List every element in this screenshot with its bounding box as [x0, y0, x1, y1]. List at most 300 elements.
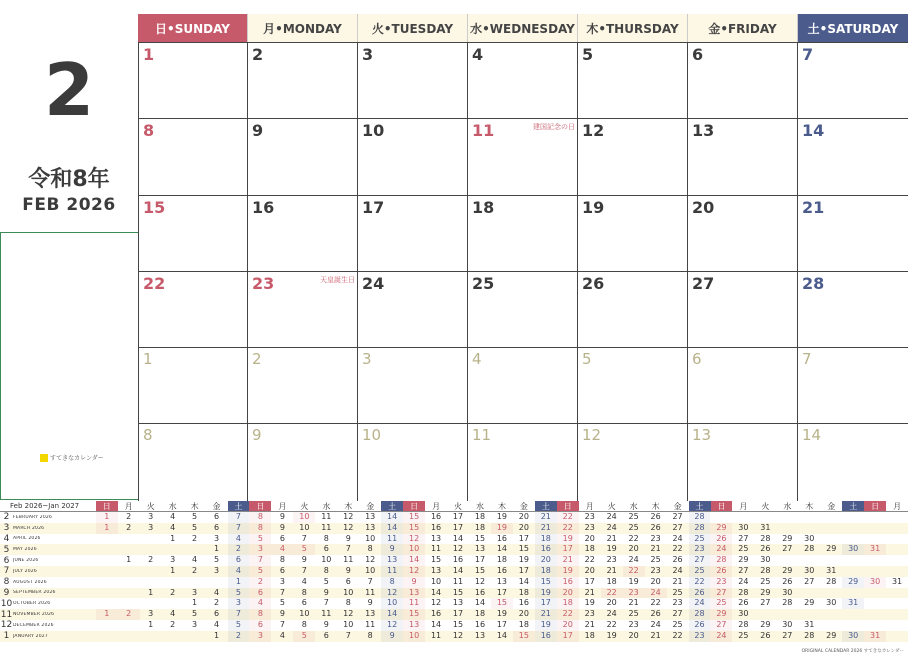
mini-day: 5 [293, 631, 315, 642]
day-cell[interactable] [798, 43, 908, 118]
mini-day [776, 523, 798, 534]
day-cell[interactable] [358, 196, 468, 271]
mini-day: 23 [710, 577, 732, 588]
mini-day: 7 [301, 565, 307, 575]
mini-day: 12 [430, 598, 442, 608]
mini-month-row [0, 566, 908, 577]
mini-day: 9 [279, 609, 285, 619]
day-cell[interactable] [138, 424, 248, 500]
mini-day: 19 [584, 598, 595, 608]
mini-day: 7 [323, 598, 329, 608]
mini-day: 30 [842, 631, 864, 642]
mini-month-row [0, 577, 908, 588]
day-cell[interactable] [688, 196, 798, 271]
day-number: 24 [362, 273, 385, 293]
mini-day: 10 [403, 544, 425, 555]
mini-day: 25 [738, 630, 749, 640]
mini-day: 22 [672, 544, 683, 554]
day-cell[interactable] [798, 348, 908, 423]
day-cell[interactable] [248, 424, 358, 500]
mini-weekday: 土 [842, 501, 864, 511]
mini-day: 5 [293, 544, 315, 555]
mini-day: 21 [535, 609, 557, 620]
day-number: 16 [252, 197, 275, 217]
mini-day: 12 [474, 576, 486, 586]
mini-day: 26 [738, 598, 749, 608]
day-cell[interactable] [578, 43, 688, 118]
day-cell[interactable] [688, 119, 798, 194]
month-calendar [138, 14, 908, 501]
mini-day: 20 [628, 630, 639, 640]
day-cell[interactable] [798, 424, 908, 500]
day-number: 6 [692, 350, 702, 369]
day-cell[interactable] [358, 119, 468, 194]
mini-day: 3 [213, 565, 220, 575]
mini-day: 6 [249, 620, 271, 631]
mini-day: 7 [228, 523, 250, 534]
mini-day: 19 [535, 620, 557, 631]
mini-day: 7 [279, 587, 285, 597]
mini-day: 10 [299, 522, 310, 532]
mini-day: 6 [213, 609, 220, 619]
mini-day [820, 609, 842, 620]
mini-day: 24 [628, 555, 639, 565]
mini-day: 19 [628, 576, 639, 586]
day-cell[interactable] [578, 424, 688, 500]
day-cell[interactable] [248, 43, 358, 118]
mini-day: 22 [557, 523, 579, 534]
mini-day: 16 [430, 512, 442, 521]
mini-weekday: 水 [168, 502, 177, 511]
day-number: 14 [802, 426, 822, 445]
weekday-label: 木•THURSDAY [578, 14, 688, 42]
mini-day: 23 [650, 565, 661, 575]
mini-day: 16 [518, 598, 529, 608]
mini-day: 14 [381, 609, 403, 620]
mini-month-label: JULY 2026 [12, 568, 37, 574]
mini-day: 1 [148, 619, 154, 629]
mini-day: 12 [381, 588, 403, 599]
mini-day: 14 [474, 598, 486, 608]
mini-day: 10 [321, 555, 332, 565]
mini-weekday: 木 [497, 502, 506, 511]
mini-day [886, 588, 908, 599]
day-cell[interactable] [138, 196, 248, 271]
mini-day: 14 [452, 533, 464, 543]
mini-day [820, 512, 842, 523]
mini-day: 25 [628, 512, 639, 521]
mini-day: 23 [606, 555, 617, 565]
mini-day: 22 [601, 588, 623, 599]
mini-weekday: 火 [454, 502, 463, 511]
mini-day: 16 [452, 555, 464, 565]
mini-day: 26 [760, 630, 771, 640]
mini-day: 24 [672, 533, 683, 543]
mini-day: 11 [403, 598, 425, 609]
mini-day: 7 [301, 533, 307, 543]
footer-credit: ORIGINAL CALENDAR 2026 すてきなカレンダー [801, 649, 904, 654]
mini-day: 24 [606, 609, 617, 619]
mini-month-number: 2 [3, 512, 10, 523]
mini-day: 18 [535, 566, 557, 577]
mini-day: 21 [606, 565, 617, 575]
mini-day: 27 [689, 555, 711, 566]
mini-weekday: 金 [519, 502, 528, 511]
mini-month-label: DECEMBER 2026 [12, 622, 54, 628]
mini-day: 3 [170, 555, 176, 565]
mini-day [184, 577, 206, 588]
mini-day [886, 620, 908, 631]
mini-day: 20 [557, 620, 579, 631]
mini-day: 9 [279, 522, 285, 532]
mini-day: 7 [367, 576, 373, 586]
day-cell[interactable] [578, 196, 688, 271]
mini-day: 29 [826, 630, 837, 640]
mini-day: 13 [474, 630, 486, 640]
mini-day: 18 [606, 576, 617, 586]
mini-weekday: 月 [124, 502, 133, 511]
mini-day: 22 [672, 630, 683, 640]
mini-weekday: 火 [300, 502, 309, 511]
mini-day: 22 [689, 577, 711, 588]
mini-month-row [0, 544, 908, 555]
mini-day: 16 [474, 619, 486, 629]
mini-day: 29 [760, 619, 771, 629]
day-number: 12 [582, 426, 602, 445]
day-number: 13 [692, 426, 712, 445]
mini-day: 11 [321, 512, 332, 521]
mini-day: 27 [760, 598, 771, 608]
mini-weekday: 土 [535, 501, 557, 511]
mini-day: 8 [367, 630, 373, 640]
mini-day: 11 [321, 522, 332, 532]
mini-month-row [0, 512, 908, 523]
mini-day: 29 [842, 577, 864, 588]
mini-day [842, 620, 864, 631]
mini-weekday: 火 [607, 502, 616, 511]
mini-day: 5 [213, 555, 220, 565]
mini-weekday: 月 [893, 502, 902, 511]
day-cell[interactable] [468, 272, 578, 347]
mini-day: 19 [606, 630, 617, 640]
mini-day [140, 631, 162, 642]
mini-day: 6 [279, 565, 285, 575]
mini-day: 19 [518, 555, 529, 565]
mini-day: 11 [430, 544, 442, 554]
mini-day: 9 [279, 512, 285, 521]
mini-day: 1 [170, 565, 176, 575]
mini-day [96, 620, 118, 631]
mini-day: 30 [738, 522, 749, 532]
mini-day: 1 [126, 555, 132, 565]
day-cell[interactable] [578, 348, 688, 423]
mini-day: 26 [710, 534, 732, 545]
mini-month-number: 3 [3, 523, 10, 534]
mini-day: 26 [689, 588, 711, 599]
week-row [138, 348, 908, 424]
mini-day [798, 555, 820, 566]
mini-weekday: 日 [96, 501, 118, 511]
mini-day: 29 [738, 555, 749, 565]
mini-month-row [0, 588, 908, 599]
mini-day: 12 [381, 620, 403, 631]
day-cell[interactable] [248, 119, 358, 194]
mini-day: 23 [672, 598, 683, 608]
mini-day [118, 577, 140, 588]
mini-day: 6 [323, 630, 329, 640]
mini-day [798, 588, 820, 599]
mini-weekday: 水 [629, 502, 638, 511]
day-number: 14 [802, 121, 825, 141]
day-cell[interactable] [468, 119, 578, 194]
mini-day: 26 [650, 512, 661, 521]
mini-day: 5 [192, 522, 198, 532]
mini-day [184, 631, 206, 642]
mini-day: 28 [689, 609, 711, 620]
mini-month-number: 5 [3, 544, 10, 555]
mini-day: 22 [584, 555, 595, 565]
mini-weekday: 日 [403, 501, 425, 511]
day-cell[interactable] [468, 348, 578, 423]
mini-day: 16 [430, 609, 442, 619]
day-number: 9 [252, 426, 262, 445]
day-number: 5 [582, 45, 594, 64]
mini-day: 19 [496, 512, 507, 521]
mini-day [864, 523, 886, 534]
week-row [138, 196, 908, 272]
day-number: 12 [582, 121, 605, 141]
mini-day: 9 [323, 587, 329, 597]
mini-day: 23 [584, 512, 595, 521]
mini-weekday: 水 [322, 502, 331, 511]
mini-day [96, 544, 118, 555]
week-row [138, 424, 908, 500]
day-cell[interactable] [248, 272, 358, 347]
day-cell[interactable] [468, 43, 578, 118]
mini-day: 8 [323, 533, 329, 543]
mini-day [162, 598, 184, 609]
mini-day: 26 [782, 576, 793, 586]
day-cell[interactable] [138, 43, 248, 118]
mini-day [886, 544, 908, 555]
mini-day: 21 [535, 523, 557, 534]
mini-day: 16 [557, 577, 579, 588]
mini-day: 6 [213, 512, 220, 521]
mini-day: 22 [557, 609, 579, 620]
mini-day: 10 [365, 565, 376, 575]
day-number: 7 [802, 350, 812, 369]
brand-logo-icon [40, 454, 48, 462]
mini-day: 11 [365, 587, 376, 597]
mini-day [140, 598, 162, 609]
mini-day: 26 [689, 620, 711, 631]
mini-day: 14 [381, 512, 403, 523]
mini-day: 25 [672, 587, 683, 597]
mini-day [96, 588, 118, 599]
day-number: 15 [143, 197, 166, 217]
mini-day [162, 577, 184, 588]
mini-month-label: AUGUST 2026 [12, 579, 47, 585]
day-cell[interactable] [358, 424, 468, 500]
mini-day: 23 [689, 631, 711, 642]
mini-day: 8 [249, 609, 271, 620]
mini-day: 17 [518, 533, 529, 543]
mini-day [886, 566, 908, 577]
mini-day: 9 [403, 577, 425, 588]
day-cell[interactable] [798, 196, 908, 271]
mini-day: 28 [738, 587, 749, 597]
mini-day: 21 [584, 587, 595, 597]
mini-day [886, 555, 908, 566]
day-cell[interactable] [578, 119, 688, 194]
mini-day: 4 [228, 534, 250, 545]
mini-month-row [0, 555, 908, 566]
day-number: 18 [472, 197, 495, 217]
mini-day: 25 [650, 555, 661, 565]
left-panel [0, 0, 138, 500]
mini-day: 11 [381, 566, 403, 577]
mini-day: 11 [365, 619, 376, 629]
mini-day: 24 [606, 512, 617, 521]
mini-month-row [0, 631, 908, 642]
mini-day: 14 [518, 576, 529, 586]
mini-day: 7 [345, 544, 351, 554]
mini-day: 15 [403, 609, 425, 620]
mini-day [886, 512, 908, 523]
mini-day: 15 [452, 619, 464, 629]
mini-day: 12 [343, 522, 354, 532]
mini-day: 16 [535, 631, 557, 642]
mini-day: 20 [584, 565, 595, 575]
day-number: 20 [692, 197, 715, 217]
day-cell[interactable] [358, 272, 468, 347]
mini-day: 21 [650, 630, 661, 640]
mini-header-row [0, 501, 908, 512]
day-cell[interactable] [138, 119, 248, 194]
mini-day: 3 [279, 576, 285, 586]
day-cell[interactable] [688, 348, 798, 423]
mini-day: 6 [345, 576, 351, 586]
mini-day: 30 [804, 565, 815, 575]
mini-weekday: 日 [557, 501, 579, 511]
mini-day: 10 [430, 576, 442, 586]
mini-day: 29 [710, 609, 732, 620]
mini-day: 18 [557, 598, 579, 609]
mini-day: 8 [345, 598, 351, 608]
mini-day: 27 [672, 609, 683, 619]
mini-weekday: 月 [739, 502, 748, 511]
mini-day: 20 [557, 588, 579, 599]
mini-month-label: JANUARY 2027 [12, 633, 48, 639]
mini-day [96, 555, 118, 566]
mini-month-number: 8 [3, 577, 10, 588]
day-cell[interactable] [798, 119, 908, 194]
mini-day: 1 [192, 598, 198, 608]
day-cell[interactable] [688, 43, 798, 118]
mini-day: 3 [148, 522, 154, 532]
mini-day: 14 [381, 523, 403, 534]
mini-day: 10 [343, 619, 354, 629]
mini-day: 13 [365, 609, 376, 619]
mini-weekday: 月 [585, 502, 594, 511]
mini-day: 14 [403, 555, 425, 566]
mini-day: 28 [738, 619, 749, 629]
mini-day: 10 [365, 533, 376, 543]
mini-day: 27 [738, 533, 749, 543]
day-number: 27 [692, 273, 715, 293]
mini-day: 21 [672, 576, 683, 586]
day-cell[interactable] [358, 43, 468, 118]
day-cell[interactable] [798, 272, 908, 347]
mini-day: 4 [213, 619, 220, 629]
mini-day: 25 [689, 534, 711, 545]
year-mini-calendar [0, 501, 908, 642]
day-cell[interactable] [138, 272, 248, 347]
mini-day: 1 [213, 630, 220, 640]
day-number: 8 [143, 426, 153, 445]
mini-day [864, 609, 886, 620]
mini-day: 23 [584, 609, 595, 619]
mini-day: 13 [452, 598, 464, 608]
mini-day [864, 620, 886, 631]
mini-day [842, 566, 864, 577]
mini-day: 26 [710, 566, 732, 577]
mini-day: 1 [170, 533, 176, 543]
mini-month-number: 11 [0, 609, 13, 620]
mini-day: 20 [518, 522, 529, 532]
month-number: 2 [43, 48, 95, 132]
day-cell[interactable] [688, 424, 798, 500]
mini-month-number: 6 [3, 555, 10, 566]
day-cell[interactable] [358, 348, 468, 423]
day-cell[interactable] [138, 348, 248, 423]
mini-day: 14 [496, 544, 507, 554]
mini-day: 20 [628, 544, 639, 554]
mini-day: 4 [170, 522, 176, 532]
mini-day: 5 [279, 598, 285, 608]
mini-day [864, 512, 886, 523]
day-cell[interactable] [578, 272, 688, 347]
mini-month-label: SEPTEMBER 2026 [12, 590, 56, 596]
mini-day: 8 [279, 555, 285, 565]
mini-day: 15 [518, 544, 529, 554]
day-cell[interactable] [468, 196, 578, 271]
day-cell[interactable] [468, 424, 578, 500]
mini-day: 3 [249, 631, 271, 642]
day-cell[interactable] [248, 348, 358, 423]
mini-day [754, 609, 776, 620]
mini-day: 1 [96, 512, 118, 523]
mini-day [140, 577, 162, 588]
mini-day: 6 [228, 555, 250, 566]
mini-day: 28 [710, 555, 732, 566]
mini-day: 9 [381, 631, 403, 642]
mini-month-number: 4 [3, 533, 10, 544]
mini-day: 18 [474, 609, 486, 619]
mini-weekday: 日 [249, 501, 271, 511]
mini-day: 17 [584, 576, 595, 586]
mini-weekday: 月 [278, 502, 287, 511]
mini-weekday: 火 [146, 502, 155, 511]
mini-day: 22 [628, 533, 639, 543]
mini-day: 25 [628, 609, 639, 619]
mini-month-label: JUNE 2026 [12, 558, 39, 564]
mini-day: 22 [650, 598, 661, 608]
mini-month-number: 10 [0, 598, 13, 609]
mini-day: 11 [343, 555, 354, 565]
day-cell[interactable] [688, 272, 798, 347]
day-cell[interactable] [248, 196, 358, 271]
